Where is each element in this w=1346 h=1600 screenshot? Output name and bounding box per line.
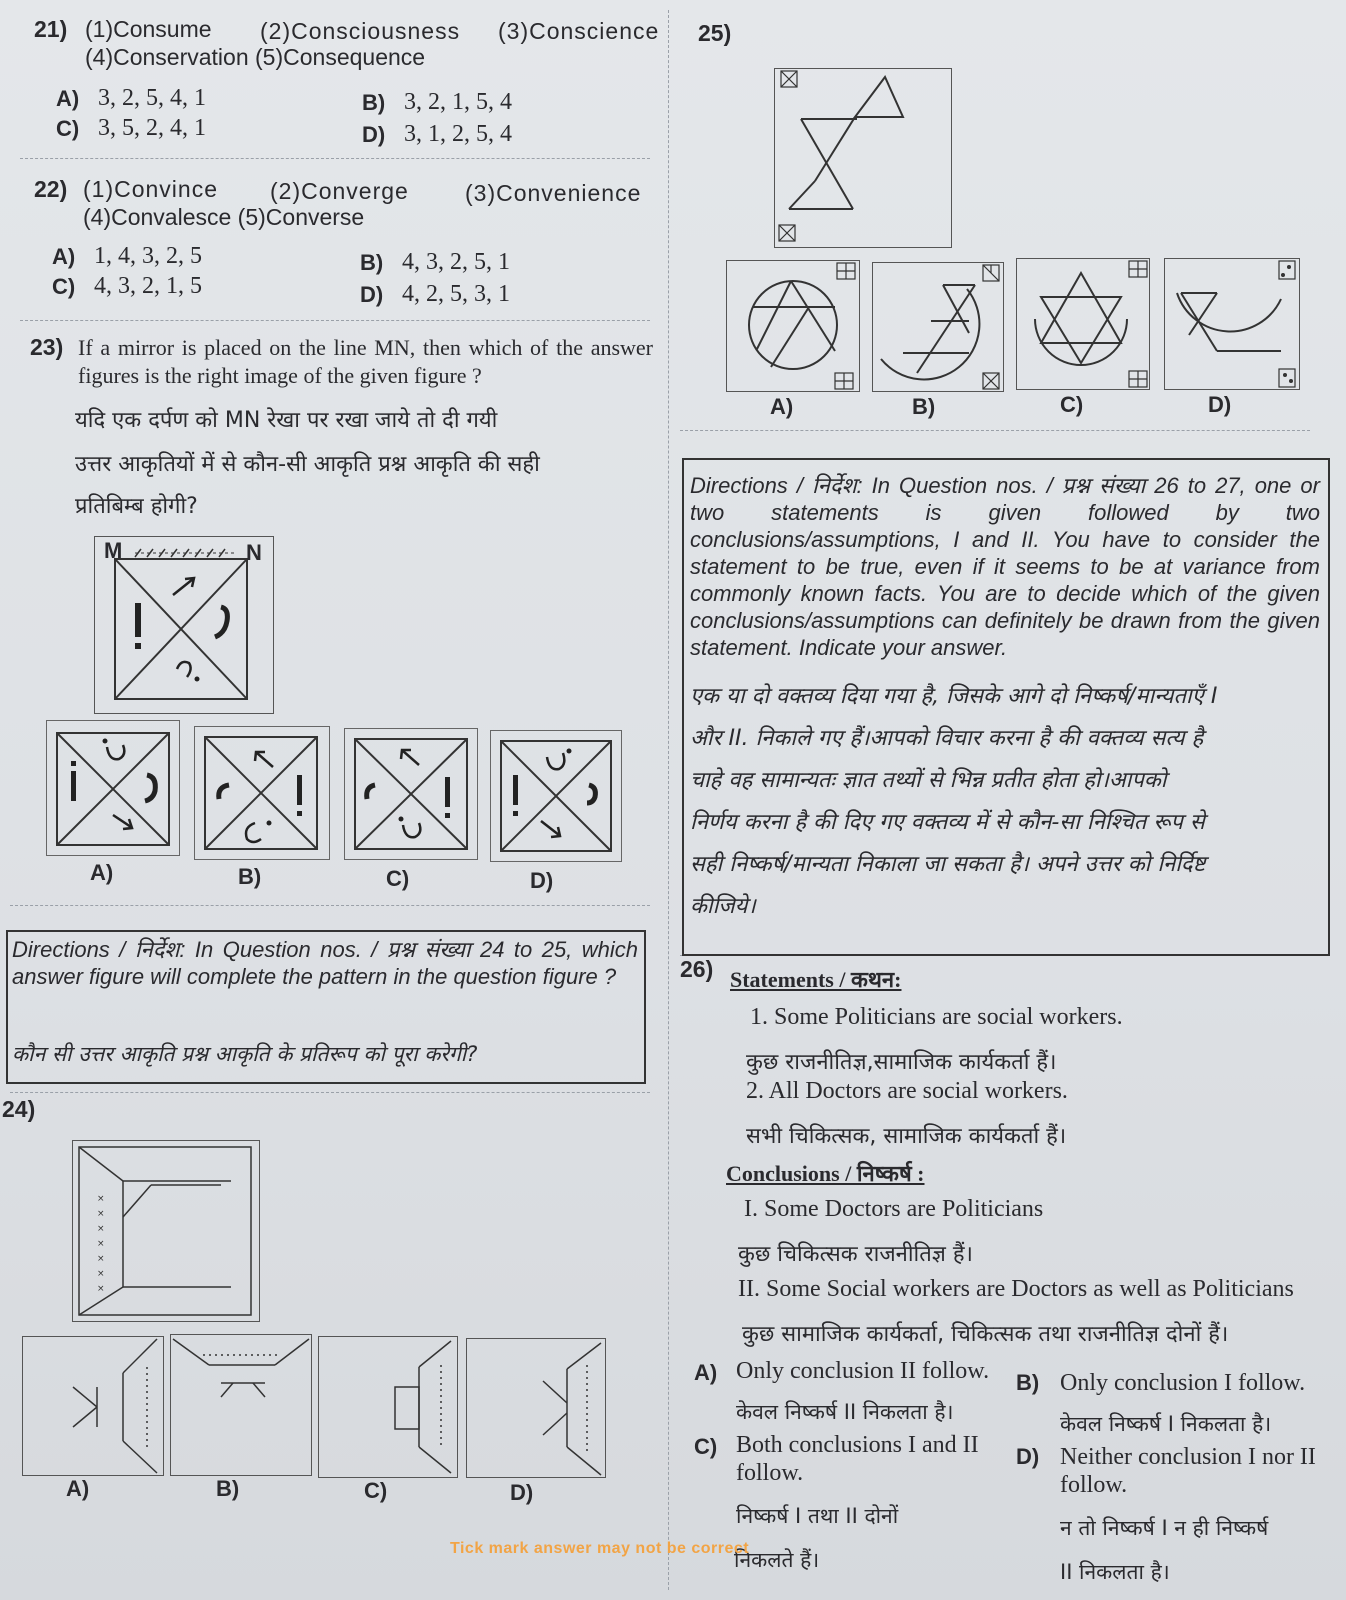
option-d-hi: II निकलता है।	[1060, 1560, 1170, 1584]
option-d-en: Neither conclusion I nor II	[1060, 1444, 1316, 1470]
option-b-hi: केवल निष्कर्ष I निकलता है।	[1060, 1412, 1272, 1436]
option-value: 1, 4, 3, 2, 5	[94, 243, 202, 269]
option-key: B)	[360, 250, 384, 275]
option-c-hi: निष्कर्ष I तथा II दोनों	[736, 1504, 899, 1528]
q23-answer-figure-b[interactable]	[194, 726, 330, 860]
conclusion-2: II. Some Social workers are Doctors as well as Politicians	[738, 1276, 1294, 1302]
directions-text-hi: सही निष्कर्ष/मान्यता निकाला जा सकता है। अपने उत्तर को निर्दिष्ट	[690, 852, 1206, 877]
svg-text:×: ×	[97, 1269, 105, 1279]
q21-item: (3)Conscience	[498, 18, 660, 44]
option-value: 3, 2, 1, 5, 4	[404, 89, 512, 115]
separator	[10, 1092, 650, 1093]
option-key: D)	[360, 282, 384, 307]
q25-answer-figure-a[interactable]	[726, 260, 860, 392]
statement-2: 2. All Doctors are social workers.	[746, 1078, 1068, 1104]
option-value: 3, 2, 5, 4, 1	[98, 85, 206, 111]
svg-text:×: ×	[97, 1254, 105, 1264]
option-key[interactable]: A)	[694, 1360, 718, 1385]
question-number: 24)	[2, 1096, 36, 1122]
option-key: A)	[52, 244, 76, 269]
directions-text-hi: कीजिये।	[690, 894, 756, 919]
option-b-en: Only conclusion I follow.	[1060, 1370, 1306, 1396]
directions-text-hi: चाहे वह सामान्यतः ज्ञात तथ्यों से भिन्न प्रतीत होता हो।आपको	[690, 768, 1167, 793]
q21-item: (2)Consciousness	[260, 18, 461, 44]
option-value: 3, 1, 2, 5, 4	[404, 121, 512, 147]
q23-text-en: If a mirror is placed on the line MN, then which of the answer figures is the right image of the given figure ?	[78, 335, 653, 388]
option-key: C)	[52, 274, 76, 299]
statement-1: 1. Some Politicians are social workers.	[750, 1004, 1123, 1030]
q24-answer-figure-d[interactable]	[466, 1338, 606, 1478]
mirror-label-m: M	[104, 538, 123, 563]
statement-1-hi: कुछ राजनीतिज्ञ,सामाजिक कार्यकर्ता हैं।	[746, 1050, 1057, 1075]
option-key[interactable]: B)	[1016, 1370, 1040, 1395]
conclusion-2-hi: कुछ सामाजिक कार्यकर्ता, चिकित्सक तथा राजनीतिज्ञ दोनों हैं।	[742, 1322, 1229, 1347]
option-a-en: Only conclusion II follow.	[736, 1358, 990, 1384]
answer-label: B)	[216, 1476, 240, 1501]
svg-text:×: ×	[97, 1239, 105, 1249]
q21-items-line2: (4)Conservation (5)Consequence	[85, 44, 426, 70]
answer-label: D)	[1208, 392, 1232, 417]
mirror-label-n: N	[246, 540, 262, 565]
q22-items-line2: (4)Convalesce (5)Converse	[83, 204, 365, 230]
conclusion-1-hi: कुछ चिकित्सक राजनीतिज्ञ हैं।	[738, 1242, 973, 1267]
q23-text-hi: यदि एक दर्पण को MN रेखा पर रखा जाये तो दी गयी	[75, 408, 498, 433]
question-number: 25)	[698, 20, 732, 46]
question-number: 22)	[34, 176, 68, 202]
q24-answer-figure-c[interactable]	[318, 1336, 458, 1478]
conclusion-1: I. Some Doctors are Politicians	[744, 1196, 1044, 1222]
column-separator	[668, 10, 669, 1590]
directions-box-24-25	[6, 930, 646, 1084]
q25-answer-figure-c[interactable]	[1016, 258, 1150, 390]
separator	[20, 158, 650, 159]
answer-label: A)	[770, 394, 794, 419]
svg-text:×: ×	[97, 1194, 105, 1204]
answer-label: C)	[386, 866, 410, 891]
statement-2-hi: सभी चिकित्सक, सामाजिक कार्यकर्ता हैं।	[746, 1124, 1067, 1149]
option-c-en: Both conclusions I and II	[736, 1432, 979, 1458]
q23-answer-figure-c[interactable]	[344, 728, 478, 860]
conclusions-heading: Conclusions / निष्कर्ष :	[726, 1161, 925, 1186]
directions-text-en: Directions / निर्देश: In Question nos. / प्रश्न संख्या 24 to 25, which answer figure will complete the pattern in the question figure ?	[12, 937, 638, 989]
directions-text-hi: और II. निकाले गए हैं।आपको विचार करना है की वक्तव्य सत्य है	[690, 726, 1204, 751]
q23-text-hi: उत्तर आकृतियों में से कौन-सी आकृति प्रश्न आकृति की सही	[75, 452, 540, 477]
option-key: A)	[56, 86, 80, 111]
option-value: 4, 3, 2, 5, 1	[402, 249, 510, 275]
directions-box-26-27	[682, 458, 1330, 956]
option-value: 3, 5, 2, 4, 1	[98, 115, 206, 141]
separator	[680, 430, 1310, 431]
q24-question-figure	[72, 1140, 260, 1322]
option-key[interactable]: D)	[1016, 1444, 1040, 1469]
answer-label: C)	[364, 1478, 388, 1503]
option-d-hi: न तो निष्कर्ष I न ही निष्कर्ष	[1060, 1516, 1269, 1540]
q24-answer-figure-a[interactable]	[22, 1336, 164, 1476]
q25-question-figure	[774, 68, 952, 248]
option-d-en: follow.	[1060, 1472, 1128, 1498]
directions-text-hi: कौन सी उत्तर आकृति प्रश्न आकृति के प्रतिरूप को पूरा करेगी?	[12, 1042, 478, 1066]
q21-item: (1)Consume	[85, 16, 212, 42]
svg-text:×: ×	[97, 1209, 105, 1219]
answer-label: A)	[66, 1476, 90, 1501]
option-c-en: follow.	[736, 1460, 804, 1486]
option-key[interactable]: C)	[694, 1434, 718, 1459]
directions-text-hi: निर्णय करना है की दिए गए वक्तव्य में से कौन-सा निश्चित रूप से	[690, 810, 1205, 835]
statements-heading: Statements / कथन:	[730, 967, 902, 992]
q22-item: (3)Convenience	[465, 180, 642, 206]
answer-label: A)	[90, 860, 114, 885]
answer-label: D)	[510, 1480, 534, 1505]
svg-text:×: ×	[97, 1284, 105, 1294]
separator	[10, 905, 650, 906]
option-key: B)	[362, 90, 386, 115]
q22-item: (2)Converge	[270, 178, 409, 204]
q23-answer-figure-d[interactable]	[490, 730, 622, 862]
svg-text:×: ×	[97, 1224, 105, 1234]
question-number: 26)	[680, 956, 714, 982]
option-value: 4, 3, 2, 1, 5	[94, 273, 202, 299]
answer-label: B)	[912, 394, 936, 419]
watermark-text: Tick mark answer may not be correct	[450, 1540, 750, 1557]
option-key: C)	[56, 116, 80, 141]
question-number: 23)	[30, 334, 64, 360]
question-number: 21)	[34, 16, 68, 42]
option-c-hi: निकलते हैं।	[734, 1548, 820, 1572]
q22-item: (1)Convince	[83, 176, 218, 202]
directions-text-en: Directions / निर्देश: In Question nos. / प्रश्न संख्या 26 to 27, one or two statements is given followed by two conclusions/assumptions, I and II. You have to consider the statement to be true, even if it seems to be at variance from commonly known facts. You are to decide which of the given conclusions/assumptions can definitely be drawn from the given statement. Indicate your answer.	[690, 473, 1320, 660]
directions-text-hi: एक या दो वक्तव्य दिया गया है, जिसके आगे दो निष्कर्ष/मान्यताएँ I	[690, 684, 1218, 709]
option-a-hi: केवल निष्कर्ष II निकलता है।	[736, 1400, 954, 1424]
answer-label: C)	[1060, 392, 1084, 417]
option-value: 4, 2, 5, 3, 1	[402, 281, 510, 307]
q23-answer-figure-a[interactable]	[46, 720, 180, 856]
answer-label: D)	[530, 868, 554, 893]
q23-text-hi: प्रतिबिम्ब होगी?	[75, 494, 198, 519]
answer-label: B)	[238, 864, 262, 889]
q24-answer-figure-b[interactable]	[170, 1334, 312, 1476]
option-key: D)	[362, 122, 386, 147]
separator	[20, 320, 650, 321]
q25-answer-figure-b[interactable]	[872, 262, 1004, 392]
q25-answer-figure-d[interactable]	[1164, 258, 1300, 390]
